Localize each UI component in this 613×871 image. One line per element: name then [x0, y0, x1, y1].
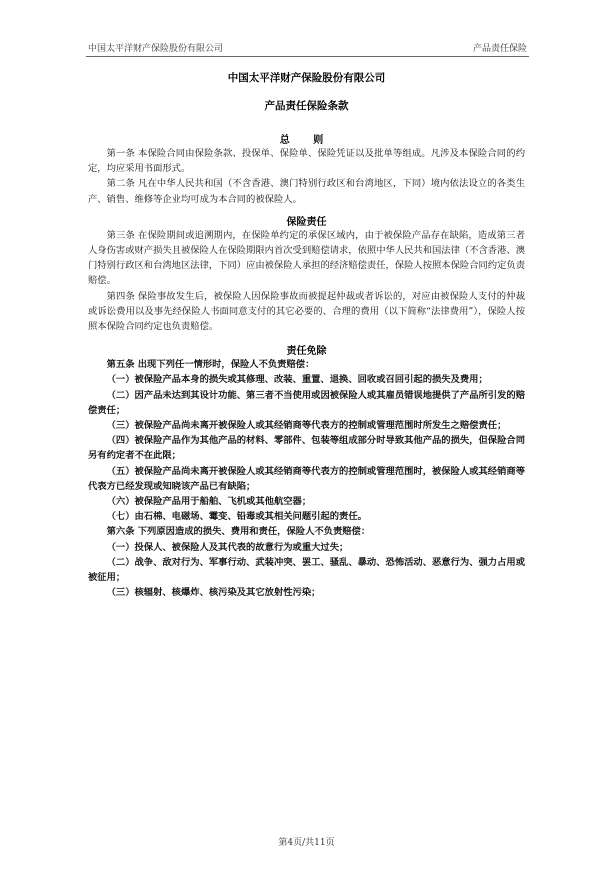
doc-title-clause: 产品责任保险条款 [264, 100, 349, 112]
article-6-item-3: （三）核辐射、核爆炸、核污染及其它放射性污染； [106, 587, 321, 599]
header-divider [86, 56, 529, 57]
article-2: 第二条 凡在中华人民共和国（不含香港、澳门特别行政区和台湾地区，下同）境内依法设立的各类生产、销售、维修等企业均可成为本合同的被保险人。 [88, 178, 525, 205]
doc-title-company: 中国太平洋财产保险股份有限公司 [227, 72, 386, 84]
article-5-item-2: （二）因产品未达到其设计功能、第三者不当使用或因被保险人或其雇员错误地提供了产品所引发的赔偿责任； [88, 389, 525, 416]
article-5-item-1: （一）被保险产品本身的损失或其修理、改装、重置、退换、回收或召回引起的损失及费用； [106, 374, 488, 386]
article-6: 第六条 下列原因造成的损失、费用和责任，保险人不负责赔偿： [106, 526, 371, 538]
page-number: 第4页/共11页 [278, 838, 335, 848]
document-body [88, 70, 525, 600]
article-5-item-3: （三）被保险产品尚未离开被保险人或其经销商等代表方的控制或管理范围时所发生之赔偿责任； [106, 420, 507, 432]
header-company: 中国太平洋财产保险股份有限公司 [88, 44, 224, 54]
article-4: 第四条 保险事故发生后，被保险人因保险事故而被提起仲裁或者诉讼的，对应由被保险人支付的仲裁或诉讼费用以及事先经保险人书面同意支付的其它必要的、合理的费用（以下简称“法律费用”），保险人按照本保险合同约定也负责赔偿。 [88, 290, 525, 333]
article-5-item-6: （六）被保险产品用于船舶、飞机或其他航空器； [106, 496, 312, 508]
section-exclusions: 责任免除 [286, 346, 327, 358]
article-1: 第一条 本保险合同由保险条款、投保单、保险单、保险凭证以及批单等组成。凡涉及本保险合同的约定，均应采用书面形式。 [88, 148, 525, 175]
article-5-item-7: （七）由石棉、电磁场、霉变、铅毒或其相关问题引起的责任。 [106, 511, 367, 523]
article-5: 第五条 出现下列任一情形时，保险人不负责赔偿： [106, 359, 315, 371]
article-5-item-5: （五）被保险产品尚未离开被保险人或其经销商等代表方的控制或管理范围时，被保险人或其经销商等代表方已经发现或知晓该产品已有缺陷； [88, 465, 525, 492]
article-5-item-4: （四）被保险产品作为其他产品的材料、零部件、包装等组成部分时导致其他产品的损失，但保险合同另有约定者不在此限； [88, 435, 525, 462]
header-product: 产品责任保险 [472, 44, 527, 54]
article-3: 第三条 在保险期间或追溯期内，在保险单约定的承保区域内，由于被保险产品存在缺陷，造成第三者人身伤害或财产损失且被保险人在保险期限内首次受到赔偿请求，依照中华人民共和国法律（不含香港、澳门特别行政区和台湾地区法律，下同）应由被保险人承担的经济赔偿责任，保险人按照本保险合同约定负责赔偿。 [88, 229, 525, 287]
section-liability: 保险责任 [286, 216, 327, 228]
article-6-item-2: （二）战争、敌对行为、军事行动、武装冲突、罢工、骚乱、暴动、恐怖活动、恶意行为、强力占用或被征用； [88, 556, 525, 584]
article-6-item-1: （一）投保人、被保险人及其代表的故意行为或重大过失； [106, 541, 349, 553]
section-general: 总 则 [279, 135, 334, 146]
